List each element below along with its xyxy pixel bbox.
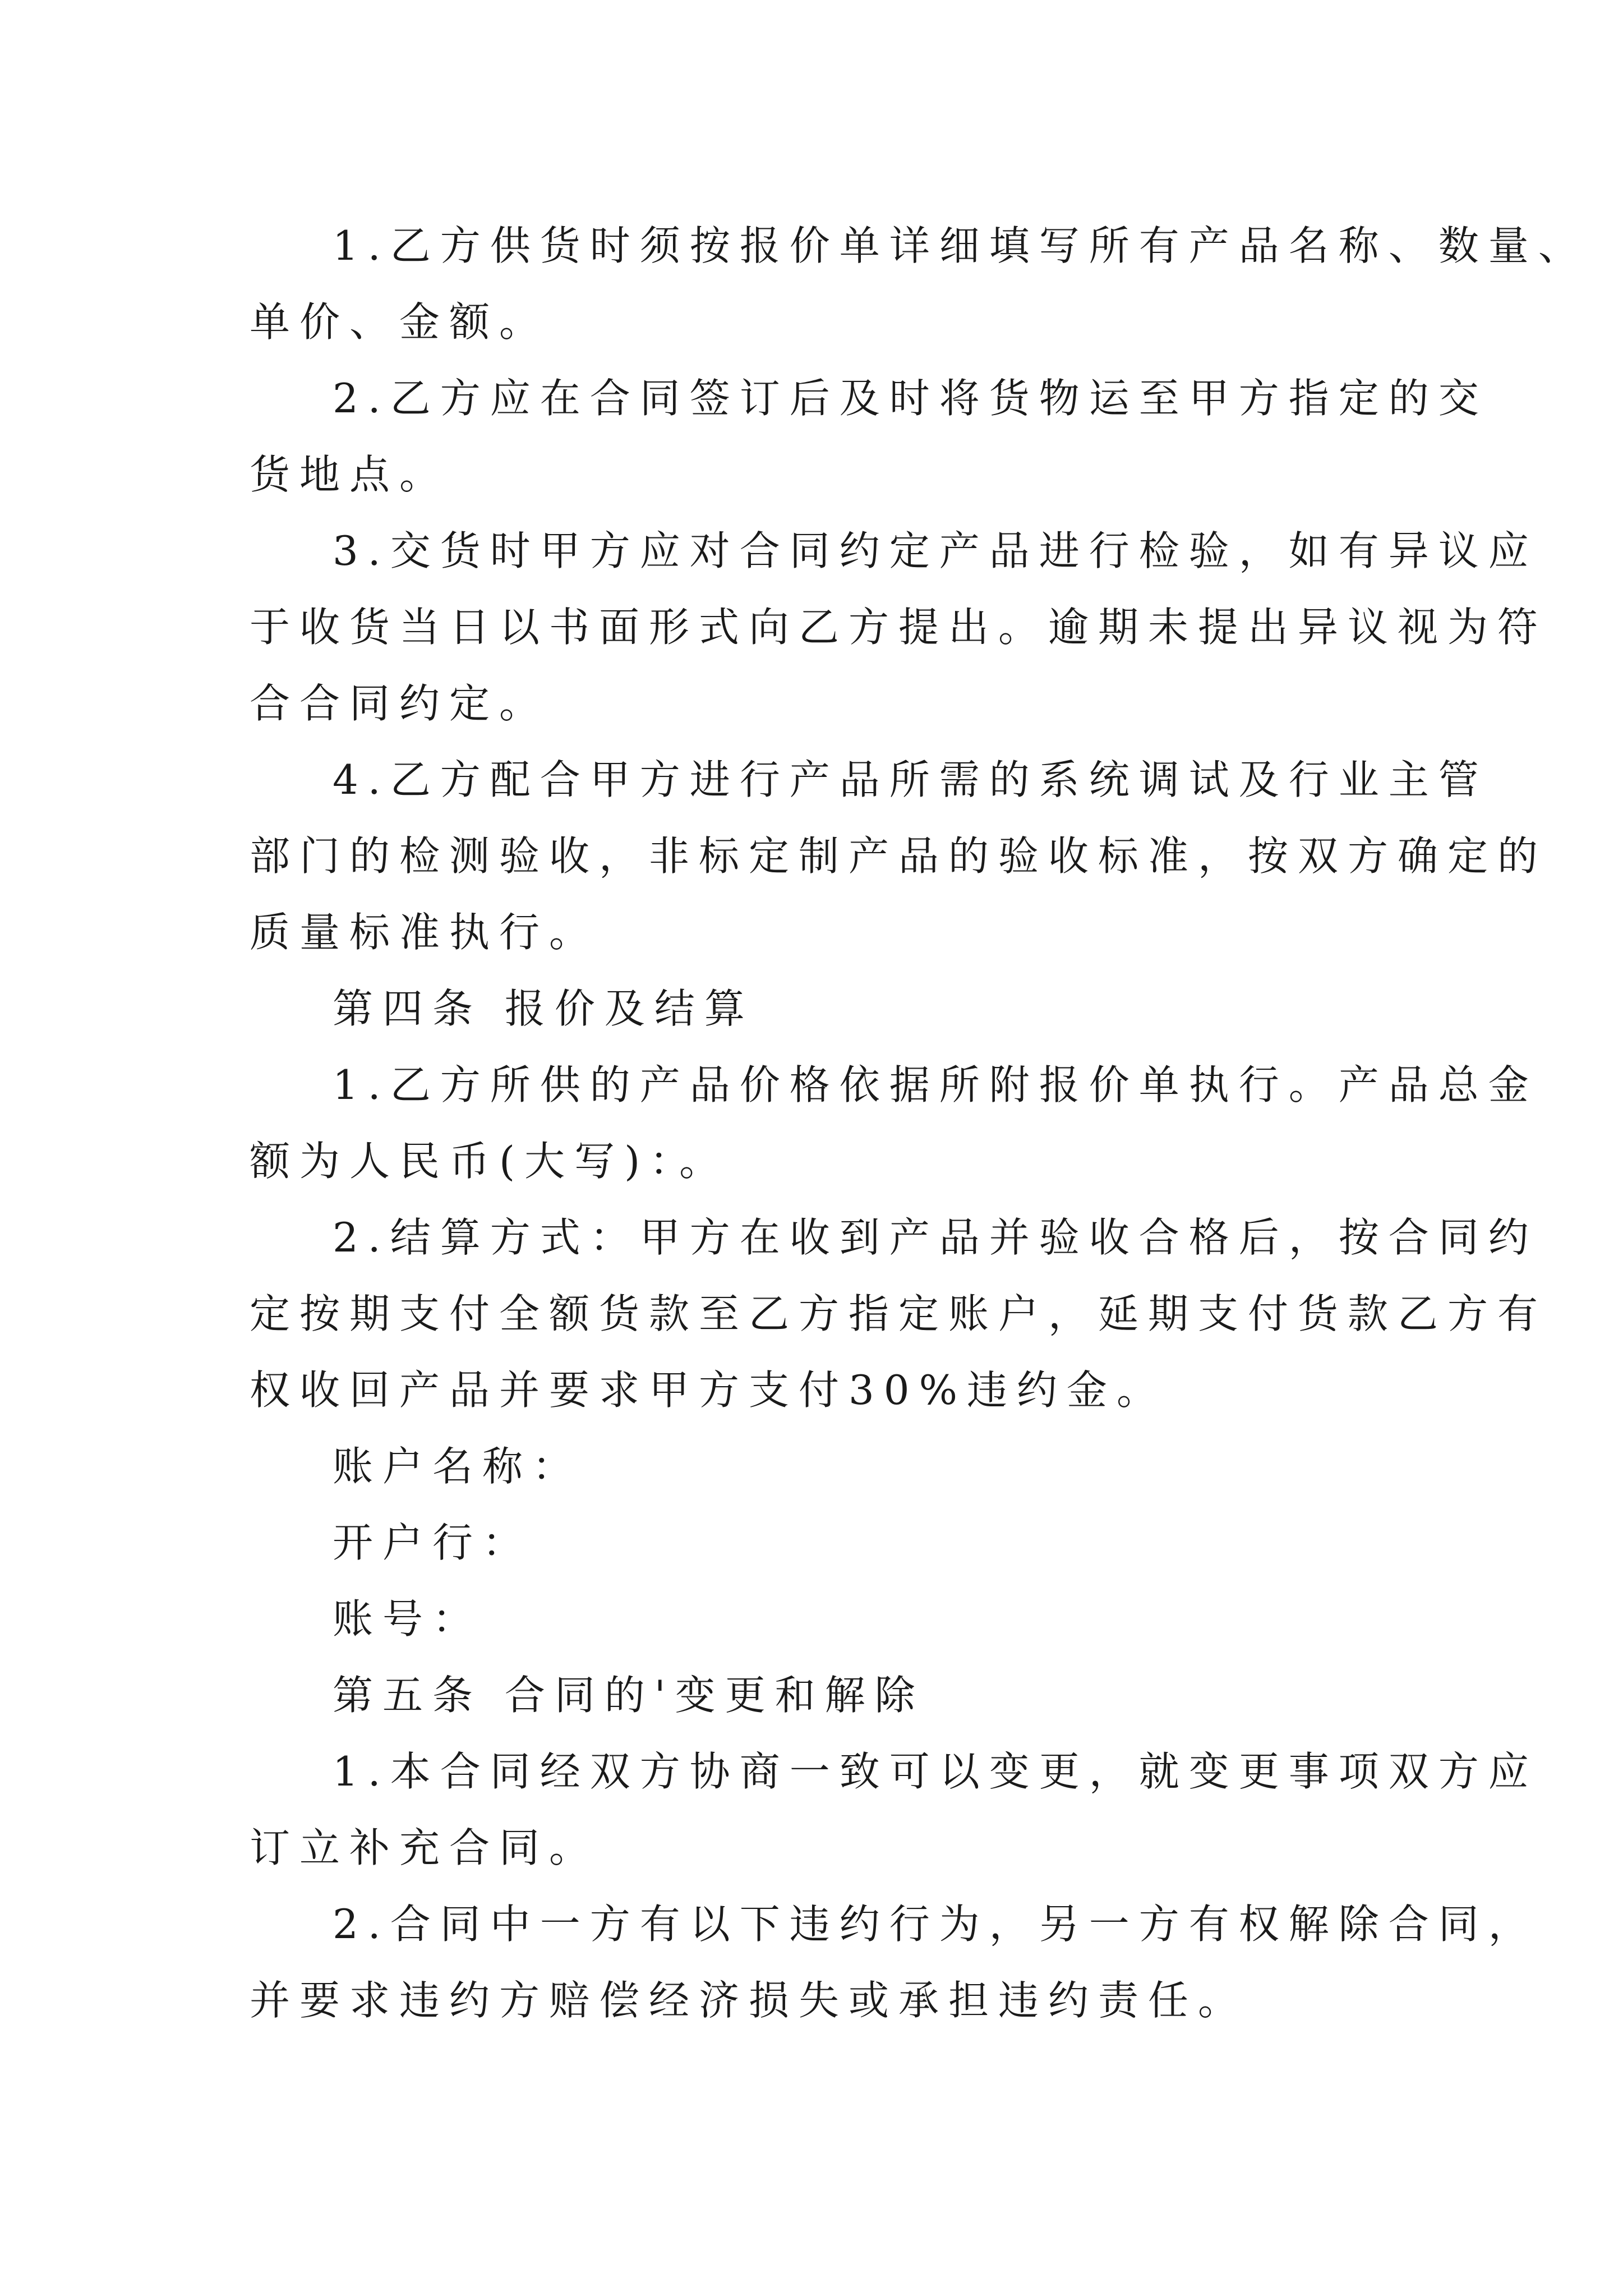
text-line: 2.合同中一方有以下违约行为，另一方有权解除合同， bbox=[333, 1901, 1538, 1948]
account-name-label: 账户名称： bbox=[333, 1443, 583, 1490]
section-heading: 第五条 合同的'变更和解除 bbox=[333, 1672, 925, 1719]
text-line: 1.本合同经双方协商一致可以变更，就变更事项双方应 bbox=[333, 1748, 1538, 1795]
text-line: 1.乙方供货时须按报价单详细填写所有产品名称、数量、 bbox=[333, 222, 1588, 269]
bank-label: 开户行： bbox=[333, 1519, 533, 1566]
text-line: 单价、金额。 bbox=[250, 298, 550, 346]
text-line: 2.结算方式：甲方在收到产品并验收合格后，按合同约 bbox=[333, 1214, 1538, 1261]
text-line: 权收回产品并要求甲方支付30%违约金。 bbox=[250, 1366, 1167, 1414]
account-number-label: 账号： bbox=[333, 1595, 483, 1642]
text-line: 并要求违约方赔偿经济损失或承担违约责任。 bbox=[250, 1977, 1248, 2024]
text-line: 1.乙方所供的产品价格依据所附报价单执行。产品总金 bbox=[333, 1061, 1538, 1108]
text-line: 2.乙方应在合同签订后及时将货物运至甲方指定的交 bbox=[333, 375, 1488, 422]
text-line: 3.交货时甲方应对合同约定产品进行检验，如有异议应 bbox=[333, 527, 1538, 574]
text-line: 4.乙方配合甲方进行产品所需的系统调试及行业主管 bbox=[333, 756, 1488, 803]
section-heading: 第四条 报价及结算 bbox=[333, 985, 754, 1032]
text-line: 货地点。 bbox=[250, 451, 450, 498]
text-line: 合合同约定。 bbox=[250, 680, 550, 727]
document-body bbox=[250, 208, 1588, 2039]
text-line: 部门的检测验收，非标定制产品的验收标准，按双方确定的 bbox=[250, 832, 1548, 880]
text-line: 定按期支付全额货款至乙方指定账户，延期支付货款乙方有 bbox=[250, 1290, 1548, 1337]
text-line: 质量标准执行。 bbox=[250, 909, 600, 956]
text-line: 订立补充合同。 bbox=[250, 1824, 600, 1871]
text-line: 额为人民币(大写)：。 bbox=[250, 1138, 730, 1185]
text-line: 于收货当日以书面形式向乙方提出。逾期未提出异议视为符 bbox=[250, 604, 1548, 651]
